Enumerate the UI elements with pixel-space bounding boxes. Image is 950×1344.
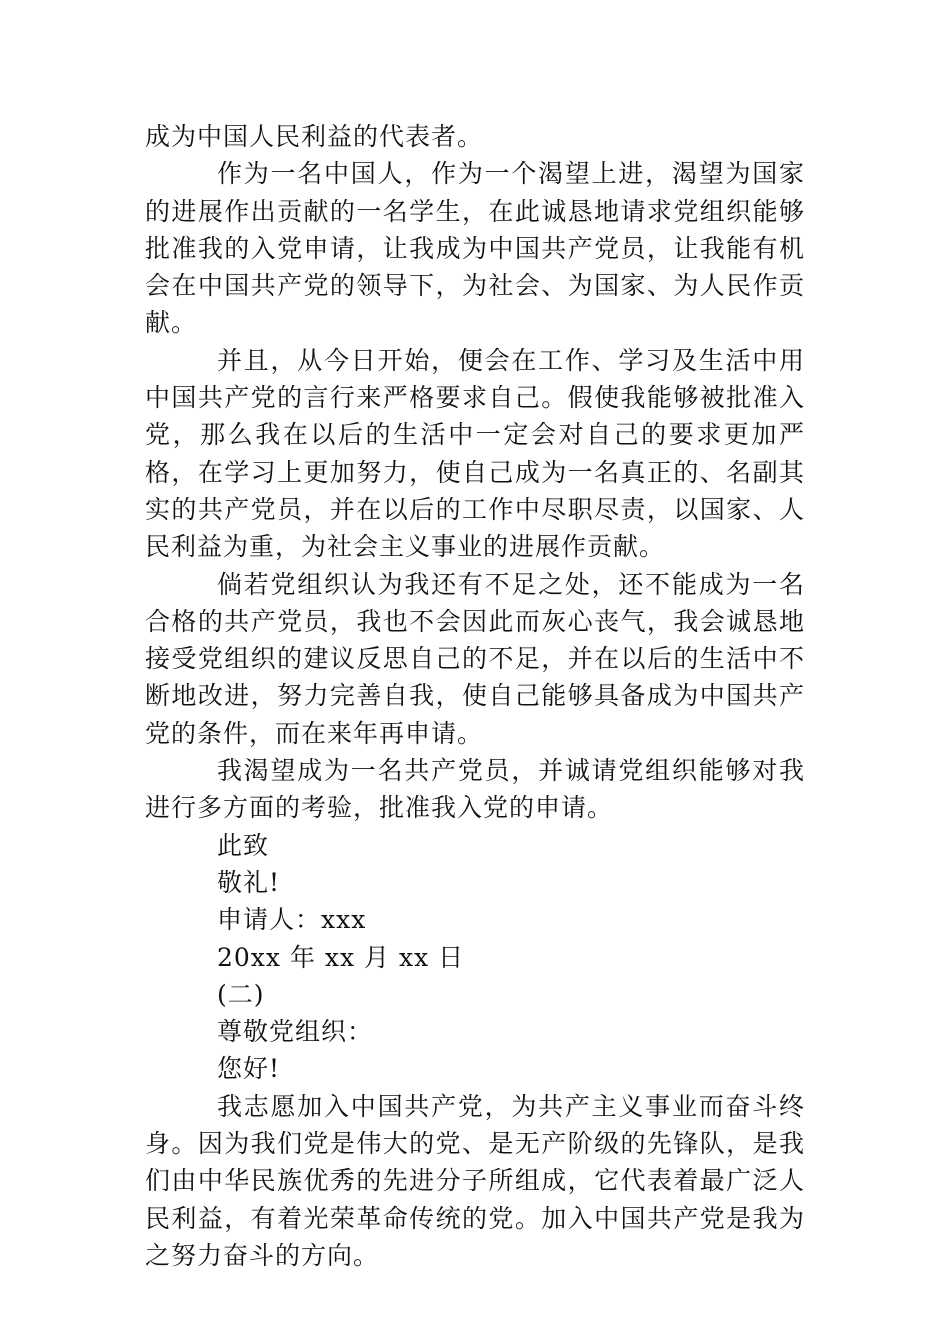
paragraph-aspiration: 作为一名中国人，作为一个渴望上进，渴望为国家的进展作出贡献的一名学生，在此诚恳地请求党组织能够批准我的入党申请，让我成为中国共产党员，让我能有机会在中国共产党的领导下，为社会、为国家、为人民作贡献。	[145, 159, 805, 338]
paragraph-reflection: 倘若党组织认为我还有不足之处，还不能成为一名合格的共产党员，我也不会因此而灰心丧气，我会诚恳地接受党组织的建议反思自己的不足，并在以后的生活中不断地改进，努力完善自我，使自己能够具备成为中国共产党的条件，而在来年再申请。	[145, 569, 805, 748]
letter-greeting: 您好!	[217, 1054, 281, 1084]
paragraph-volunteer: 我志愿加入中国共产党，为共产主义事业而奋斗终身。因为我们党是伟大的党、是无产阶级的先锋队，是我们由中华民族优秀的先进分子所组成，它代表着最广泛人民利益，有着光荣革命传统的党。加入中国共产党是我为之努力奋斗的方向。	[145, 1091, 805, 1270]
letter-addressee: 尊敬党组织：	[217, 1017, 374, 1047]
closing-salutation: 此致	[217, 830, 270, 860]
letter-date: 20xx 年 xx 月 xx 日	[217, 942, 465, 972]
document-body	[145, 118, 805, 1274]
applicant-signature: 申请人：xxx	[217, 905, 367, 935]
paragraph-continued: 成为中国人民利益的代表者。	[145, 122, 484, 151]
paragraph-request: 我渴望成为一名共产党员，并诚请党组织能够对我进行多方面的考验，批准我入党的申请。	[145, 756, 805, 823]
section-marker: (二)	[217, 979, 265, 1009]
paragraph-commitment: 并且，从今日开始，便会在工作、学习及生活中用中国共产党的言行来严格要求自己。假使我能够被批准入党，那么我在以后的生活中一定会对自己的要求更加严格，在学习上更加努力，使自己成为一名真正的、名副其实的共产党员，并在以后的工作中尽职尽责，以国家、人民利益为重，为社会主义事业的进展作贡献。	[145, 345, 805, 562]
closing-respect: 敬礼!	[217, 867, 281, 897]
